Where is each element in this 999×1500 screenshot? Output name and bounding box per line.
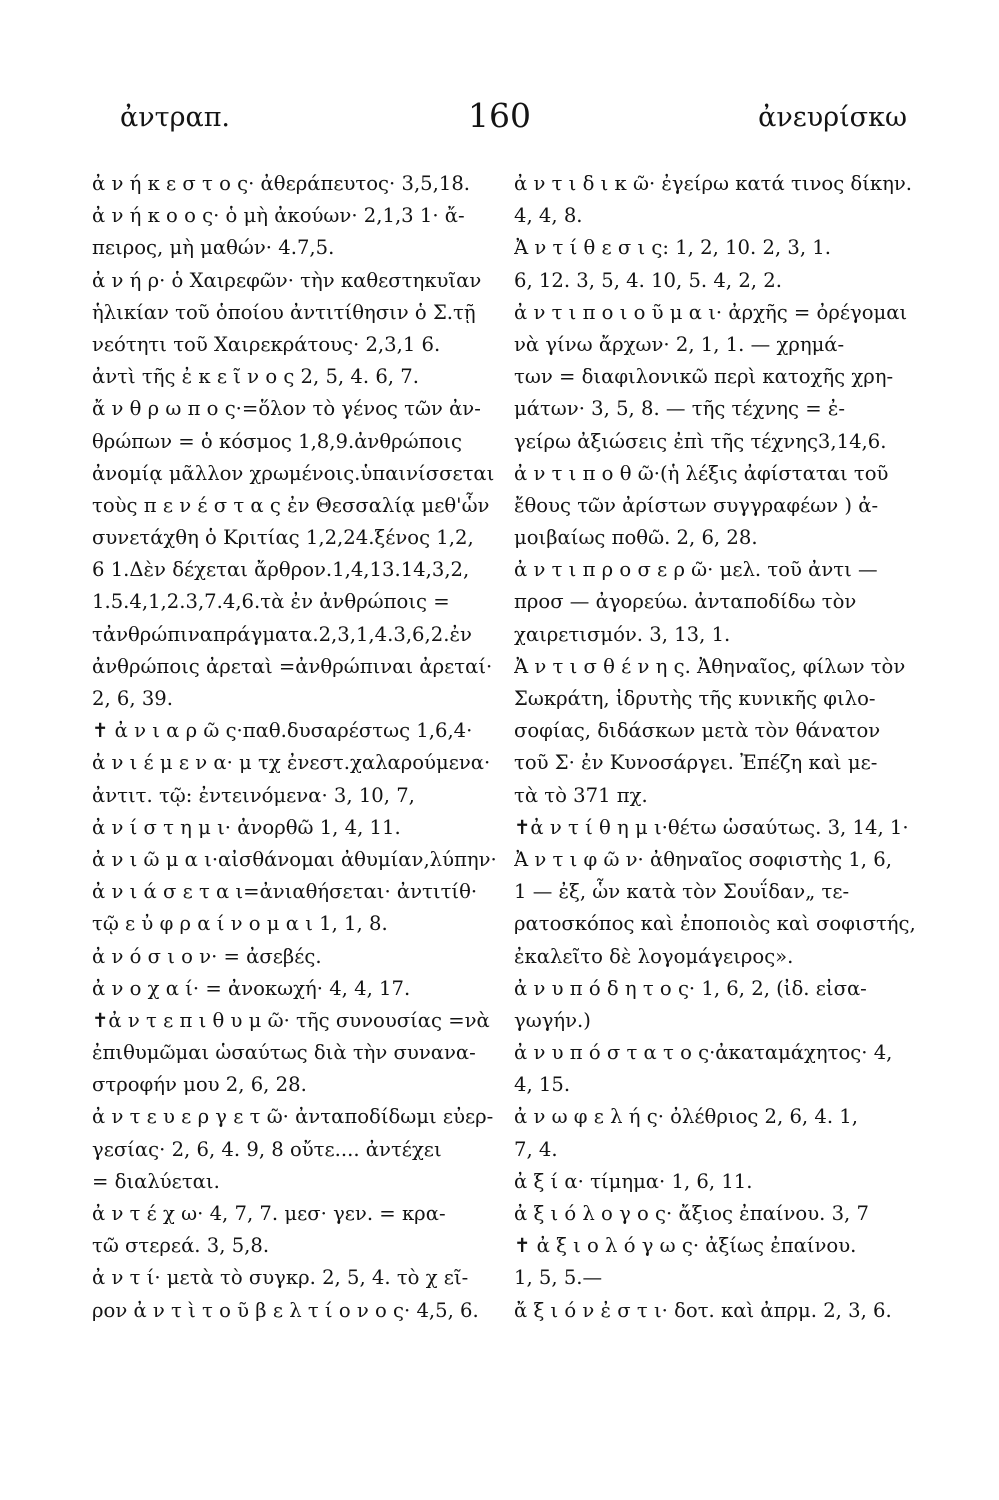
- glossary-line: προσ — ἀγορεύω. ἀνταποδίδω τὸν: [514, 590, 857, 614]
- glossary-line: γεσίας· 2, 6, 4. 9, 8 οὔτε.... ἀντέχει: [92, 1137, 442, 1161]
- glossary-line: ἀ ν ι ά σ ε τ α ι=ἀνιαθήσεται· ἀντιτίθ·: [92, 880, 478, 904]
- glossary-line: ἀ ν ή κ ο ο ς· ὁ μὴ ἀκούων· 2,1,3 1· ἄ-: [92, 204, 465, 228]
- glossary-line: ✝ ἀ ν ι α ρ ῶ ς·παθ.δυσαρέστως 1,6,4·: [92, 719, 473, 743]
- glossary-line: ἀ ν τ ι π ο ι ο ῦ μ α ι· ἀρχῆς = ὀρέγομαι: [514, 300, 908, 324]
- glossary-line: ἀ ξ ί α· τίμημα· 1, 6, 11.: [514, 1169, 753, 1193]
- glossary-line: Ἀ ν τ ι σ θ έ ν η ς. Ἀθηναῖος, φίλων τὸν: [514, 654, 906, 678]
- glossary-line: Σωκράτη, ἱδρυτὴς τῆς κυνικῆς φιλο-: [514, 687, 876, 710]
- page-header: [0, 96, 999, 136]
- glossary-line: πειρος, μὴ μαθών· 4.7,5.: [92, 236, 335, 260]
- glossary-line: ἡλικίαν τοῦ ὁποίου ἀντιτίθησιν ὁ Σ.τῇ: [92, 300, 476, 324]
- glossary-line: 6 1.Δὲν δέχεται ἄρθρον.1,4,13.14,3,2,: [92, 558, 470, 582]
- glossary-line: τῷ ε ὐ φ ρ α ί ν ο μ α ι 1, 1, 8.: [92, 912, 388, 936]
- page-number: 160: [468, 96, 531, 135]
- glossary-line: ἀντὶ τῆς ἐ κ ε ῖ ν ο ς 2, 5, 4. 6, 7.: [92, 365, 419, 389]
- glossary-line: ἀ ν ή κ ε σ τ ο ς· ἀθεράπευτος· 3,5,18.: [92, 172, 471, 195]
- glossary-line: 4, 15.: [514, 1073, 571, 1097]
- glossary-line: νὰ γίνω ἄρχων· 2, 1, 1. — χρημά-: [514, 332, 845, 356]
- glossary-line: ἀ ξ ι ό λ ο γ ο ς· ἄξιος ἐπαίνου. 3, 7: [514, 1202, 869, 1225]
- glossary-line: ἐπιθυμῶμαι ὡσαύτως διὰ τὴν συνανα-: [92, 1041, 476, 1065]
- glossary-line: τοὺς π ε ν έ σ τ α ς ἐν Θεσσαλίᾳ μεθ'ὧν: [92, 493, 490, 517]
- glossary-line: ✝ ἀ ξ ι ο λ ό γ ω ς· ἀξίως ἐπαίνου.: [514, 1234, 857, 1258]
- glossary-line: 6, 12. 3, 5, 4. 10, 5. 4, 2, 2.: [514, 268, 782, 292]
- glossary-line: τὰ τὸ 371 πχ.: [514, 783, 648, 807]
- glossary-line: ἀ ν τ ι π ρ ο σ ε ρ ῶ· μελ. τοῦ ἀντι —: [514, 558, 878, 582]
- glossary-line: ἀνθρώποις ἀρεταὶ =ἀνθρώπιναι ἀρεταί·: [92, 654, 493, 678]
- glossary-line: ἀ ν υ π ό δ η τ ο ς· 1, 6, 2, (ἰδ. εἰσα-: [514, 976, 867, 1000]
- running-head-left: ἀντραπ.: [120, 102, 231, 133]
- glossary-line: 4, 4, 8.: [514, 204, 583, 228]
- glossary-line: χαιρετισμόν. 3, 13, 1.: [514, 622, 731, 646]
- glossary-line: ἔθους τῶν ἀρίστων συγγραφέων ) ἀ-: [514, 493, 879, 517]
- glossary-line: συνετάχθη ὁ Κριτίας 1,2,24.ξένος 1,2,: [92, 526, 474, 550]
- glossary-line: 7, 4.: [514, 1137, 558, 1161]
- glossary-line: ἀνομίᾳ μᾶλλον χρωμένοις.ὑπαινίσσεται: [92, 461, 495, 485]
- glossary-line: ἀ ν ό σ ι ο ν· = ἀσεβές.: [92, 944, 322, 968]
- glossary-line: γωγήν.): [514, 1008, 591, 1032]
- left-column: [92, 168, 512, 1327]
- glossary-line: ✝ἀ ν τ ε π ι θ υ μ ῶ· τῆς συνουσίας =νὰ: [92, 1008, 490, 1032]
- glossary-line: ἀντιτ. τῷ: ἐντεινόμενα· 3, 10, 7,: [92, 783, 415, 807]
- glossary-line: 1, 5, 5.—: [514, 1266, 603, 1290]
- glossary-line: ἀ ν τ ε υ ε ρ γ ε τ ῶ· ἀνταποδίδωμι εὐερ-: [92, 1105, 494, 1129]
- glossary-line: ἀ ν ι ῶ μ α ι·αἰσθάνομαι ἀθυμίαν,λύπην·: [92, 847, 497, 871]
- glossary-line: = διαλύεται.: [92, 1169, 220, 1193]
- glossary-line: ἀ ν ή ρ· ὁ Χαιρεφῶν· τὴν καθεστηκυῖαν: [92, 268, 482, 292]
- glossary-line: στροφήν μου 2, 6, 28.: [92, 1073, 307, 1097]
- glossary-line: γείρω ἀξιώσεις ἐπὶ τῆς τέχνης3,14,6.: [514, 429, 887, 453]
- glossary-line: ἀ ν ω φ ε λ ή ς· ὀλέθριος 2, 6, 4. 1,: [514, 1105, 859, 1129]
- glossary-line: ἀ ν υ π ό σ τ α τ ο ς·ἀκαταμάχητος· 4,: [514, 1041, 893, 1065]
- glossary-line: ἀ ν τ έ χ ω· 4, 7, 7. μεσ· γεν. = κρα-: [92, 1202, 446, 1225]
- glossary-line: τοῦ Σ· ἐν Κυνοσάργει. Ἐπέζη καὶ με-: [514, 751, 878, 775]
- glossary-line: Ἀ ν τ ί θ ε σ ι ς: 1, 2, 10. 2, 3, 1.: [514, 236, 831, 260]
- glossary-line: ρον ἀ ν τ ὶ τ ο ῦ β ε λ τ ί ο ν ο ς· 4,5, 6.: [92, 1298, 479, 1322]
- glossary-line: ἀ ν ο χ α ί· = ἀνοκωχή· 4, 4, 17.: [92, 976, 411, 1000]
- glossary-line: ἄ ξ ι ό ν ἐ σ τ ι· δοτ. καὶ ἀπρμ. 2, 3, 6.: [514, 1298, 892, 1322]
- glossary-line: Ἀ ν τ ι φ ῶ ν· ἀθηναῖος σοφιστὴς 1, 6,: [514, 847, 892, 871]
- glossary-line: τἀνθρώπιναπράγματα.2,3,1,4.3,6,2.ἐν: [92, 622, 472, 646]
- glossary-line: τῶ στερεά. 3, 5,8.: [92, 1234, 270, 1258]
- glossary-line: των = διαφιλονικῶ περὶ κατοχῆς χρη-: [514, 365, 894, 389]
- glossary-line: ἀ ν ί σ τ η μ ι· ἀνορθῶ 1, 4, 11.: [92, 815, 401, 839]
- glossary-line: ἀ ν τ ι π ο θ ῶ·(ἡ λέξις ἀφίσταται τοῦ: [514, 461, 889, 485]
- glossary-line: νεότητι τοῦ Χαιρεκράτους· 2,3,1 6.: [92, 332, 441, 356]
- glossary-line: ρατοσκόπος καὶ ἐποποιὸς καὶ σοφιστής,: [514, 912, 916, 936]
- glossary-line: 1 — ἐξ, ὧν κατὰ τὸν Σουΐδαν„ τε-: [514, 880, 850, 904]
- right-column: [514, 168, 954, 1327]
- glossary-line: 1.5.4,1,2.3,7.4,6.τὰ ἐν ἀνθρώποις =: [92, 590, 450, 614]
- glossary-line: ✝ἀ ν τ ί θ η μ ι·θέτω ὡσαύτως. 3, 14, 1·: [514, 815, 909, 839]
- glossary-line: ἀ ν τ ι δ ι κ ῶ· ἐγείρω κατά τινος δίκην.: [514, 172, 913, 195]
- glossary-line: μοιβαίως ποθῶ. 2, 6, 28.: [514, 526, 758, 550]
- glossary-line: σοφίας, διδάσκων μετὰ τὸν θάνατον: [514, 719, 881, 743]
- glossary-line: ἀ ν ι έ μ ε ν α· μ τχ ἐνεστ.χαλαρούμενα·: [92, 751, 491, 775]
- running-head-right: ἀνευρίσκω: [758, 102, 907, 133]
- glossary-line: ἀ ν τ ί· μετὰ τὸ συγκρ. 2, 5, 4. τὸ χ εῖ-: [92, 1266, 469, 1290]
- glossary-line: ἐκαλεῖτο δὲ λογομάγειρος».: [514, 944, 794, 968]
- glossary-line: ἄ ν θ ρ ω π ο ς·=ὅλον τὸ γένος τῶν ἀν-: [92, 397, 481, 421]
- glossary-line: θρώπων = ὁ κόσμος 1,8,9.ἀνθρώποις: [92, 429, 462, 453]
- glossary-line: μάτων· 3, 5, 8. — τῆς τέχνης = ἐ-: [514, 397, 846, 421]
- glossary-line: 2, 6, 39.: [92, 687, 174, 710]
